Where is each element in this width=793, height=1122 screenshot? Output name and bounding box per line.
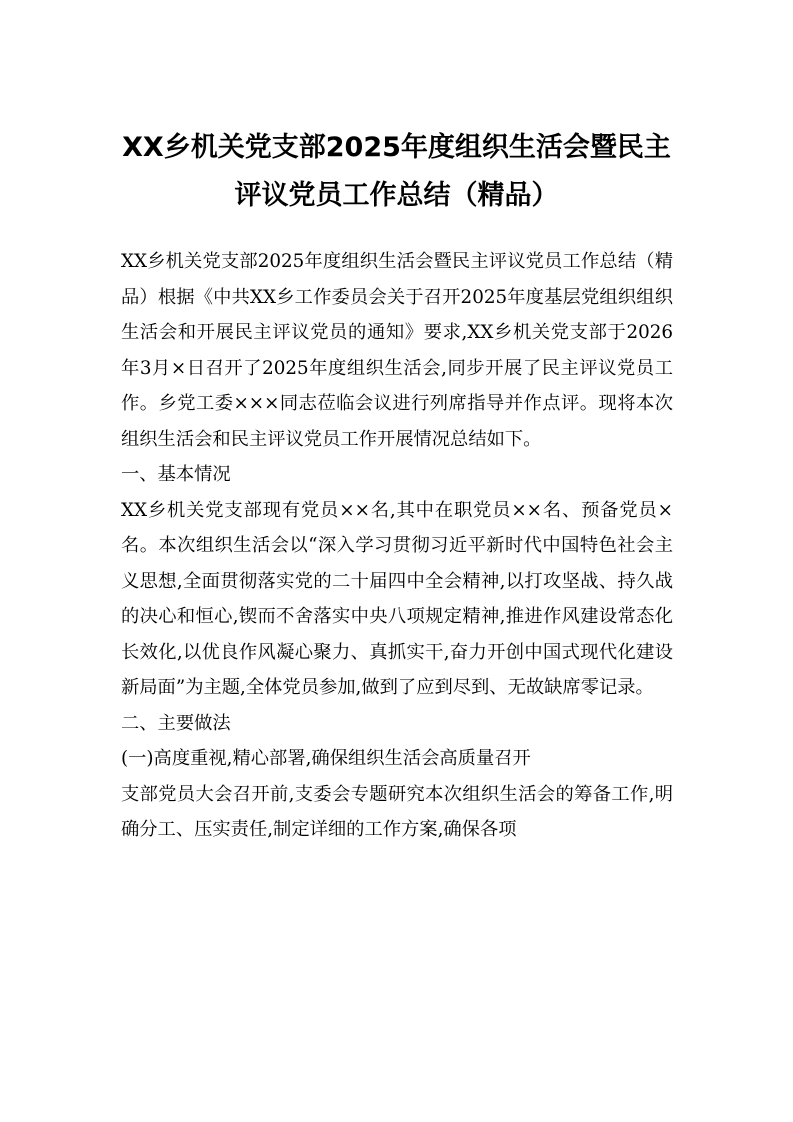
subsection-heading-1: (一)高度重视,精心部署,确保组织生活会高质量召开 — [121, 748, 531, 769]
section-heading-main-practices: 二、主要做法 — [121, 712, 231, 734]
intro-paragraph: XX乡机关党支部2025年度组织生活会暨民主评议党员工作总结（精品）根据《中共XX乡工作委员会关于召开2025年度基层党组织组织生活会和开展民主评议党员的通知》要求,XX乡机关党支部于2026年3月×日召开了2025年度组织生活会,同步开展了民主评议党员工作。乡党工委×××同志莅临会议进行列席指导并作点评。现将本次组织生活会和民主评议党员工作开展情况总结如下。 — [121, 251, 673, 450]
basic-situation-paragraph: XX乡机关党支部现有党员××名,其中在职党员××名、预备党员×名。本次组织生活会以“深入学习贯彻习近平新时代中国特色社会主义思想,全面贯彻落实党的二十届四中全会精神,以打攻坚战、持久战的决心和恒心,锲而不舍落实中央八项规定精神,推进作风建设常态化长效化,以优良作风凝心聚力、真抓实干,奋力开创中国式现代化建设新局面”为主题,全体党员参加,做到了应到尽到、无故缺席零记录。 — [121, 499, 673, 698]
document-title: XX乡机关党支部2025年度组织生活会暨民主评议党员工作总结（精品） — [122, 132, 671, 211]
section-heading-basic-situation: 一、基本情况 — [121, 464, 231, 485]
document-body — [121, 244, 673, 848]
main-practices-paragraph: 支部党员大会召开前,支委会专题研究本次组织生活会的筹备工作,明确分工、压实责任,制定详细的工作方案,确保各项 — [121, 783, 673, 840]
